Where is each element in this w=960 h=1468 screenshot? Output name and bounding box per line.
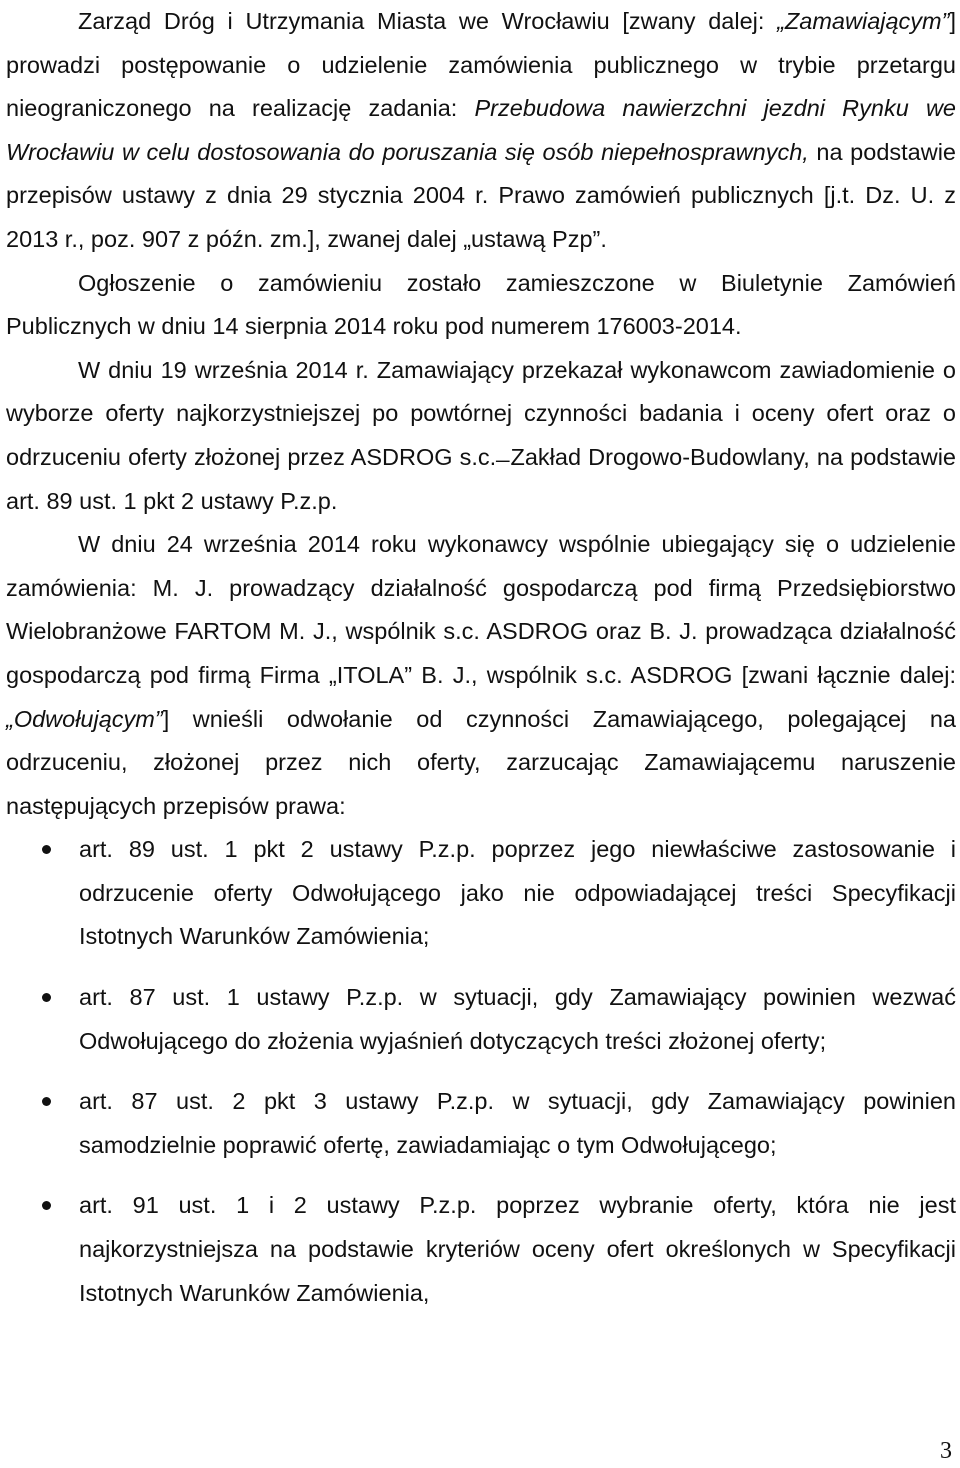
list-item-text: art. 91 ust. 1 i 2 ustawy P.z.p. poprzez wybranie oferty, która nie jest najkorzystniejsza na podstawie kryteriów oceny ofert określonych w Specyfikacji Istotnych Warunków Zamówienia, [79,1192,956,1306]
bullet-icon [42,1097,51,1106]
appeal-text-1: W dniu 24 września 2014 roku wykonawcy wspólnie ubiegający się o udzielenie zamówienia: M. J. prowadzący działalność gospodarczą pod firmą Przedsiębiorstwo Wielobranżowe FARTOM M. J., wspólnik s.c. ASDROG oraz B. J. prowadząca działalność gospodarczą pod firmą Firma „ITOLA” B. J., wspólnik s.c. ASDROG [zwani łącznie dalej: [6,531,956,688]
appeal-italic-odwolujacy: „Odwołującym” [6,705,163,732]
list-item-text: art. 87 ust. 2 pkt 3 ustawy P.z.p. w sytuacji, gdy Zamawiający powinien samodzielnie poprawić ofertę, zawiadamiając o tym Odwołującego; [79,1088,956,1158]
intro-italic-task-name: Przebudowa nawierzchni jezdni Rynku we Wrocławiu w celu dostosowania do poruszania się osób niepełnosprawnych, [6,95,956,165]
violations-list [6,828,956,1315]
list-item-text: art. 87 ust. 1 ustawy P.z.p. w sytuacji, gdy Zamawiający powinien wezwać Odwołującego do złożenia wyjaśnień dotyczących treści złożonej oferty; [79,984,956,1054]
list-item [6,1080,956,1167]
intro-text-1: Zarząd Dróg i Utrzymania Miasta we Wrocławiu [zwany dalej: [78,8,778,34]
list-item [6,828,956,959]
list-item-text: art. 89 ust. 1 pkt 2 ustawy P.z.p. poprzez jego niewłaściwe zastosowanie i odrzucenie oferty Odwołującego jako nie odpowiadającej treści Specyfikacji Istotnych Warunków Zamówienia; [79,836,956,950]
page-number: 3 [940,1438,952,1464]
paragraph-announcement: Ogłoszenie o zamówieniu zostało zamieszczone w Biuletynie Zamówień Publicznych w dniu 14 sierpnia 2014 roku pod numerem 176003-2014. [6,269,956,340]
document-body [6,0,956,1332]
paragraph-appeal [6,523,956,828]
bullet-icon [42,993,51,1002]
bullet-icon [42,845,51,854]
list-item [6,976,956,1063]
paragraph-notification: W dniu 19 września 2014 r. Zamawiający przekazał wykonawcom zawiadomienie o wyborze oferty najkorzystniejszej po powtórnej czynności badania i oceny ofert oraz o odrzuceniu oferty złożonej przez ASDROG s.c. ̶ Zakład Drogowo-Budowlany, na podstawie art. 89 ust. 1 pkt 2 ustawy P.z.p. [6,356,956,514]
intro-text-3: na podstawie przepisów ustawy z dnia 29 stycznia 2004 r. Prawo zamówień publicznych [j.t. Dz. U. z 2013 r., poz. 907 z późn. zm.], zwanej dalej „ustawą Pzp”. [6,138,956,252]
paragraph-intro [6,0,956,262]
bullet-icon [42,1201,51,1210]
appeal-text-2: ] wnieśli odwołanie od czynności Zamawiającego, polegającej na odrzuceniu, złożonej przez nich oferty, zarzucając Zamawiającemu naruszenie następujących przepisów prawa: [6,705,956,819]
intro-text-2: ] prowadzi postępowanie o udzielenie zamówienia publicznego w trybie przetargu nieograniczonego na realizację zadania: [6,8,956,122]
list-item [6,1184,956,1315]
intro-italic-zamawiajacy: „Zamawiającym” [777,8,950,34]
